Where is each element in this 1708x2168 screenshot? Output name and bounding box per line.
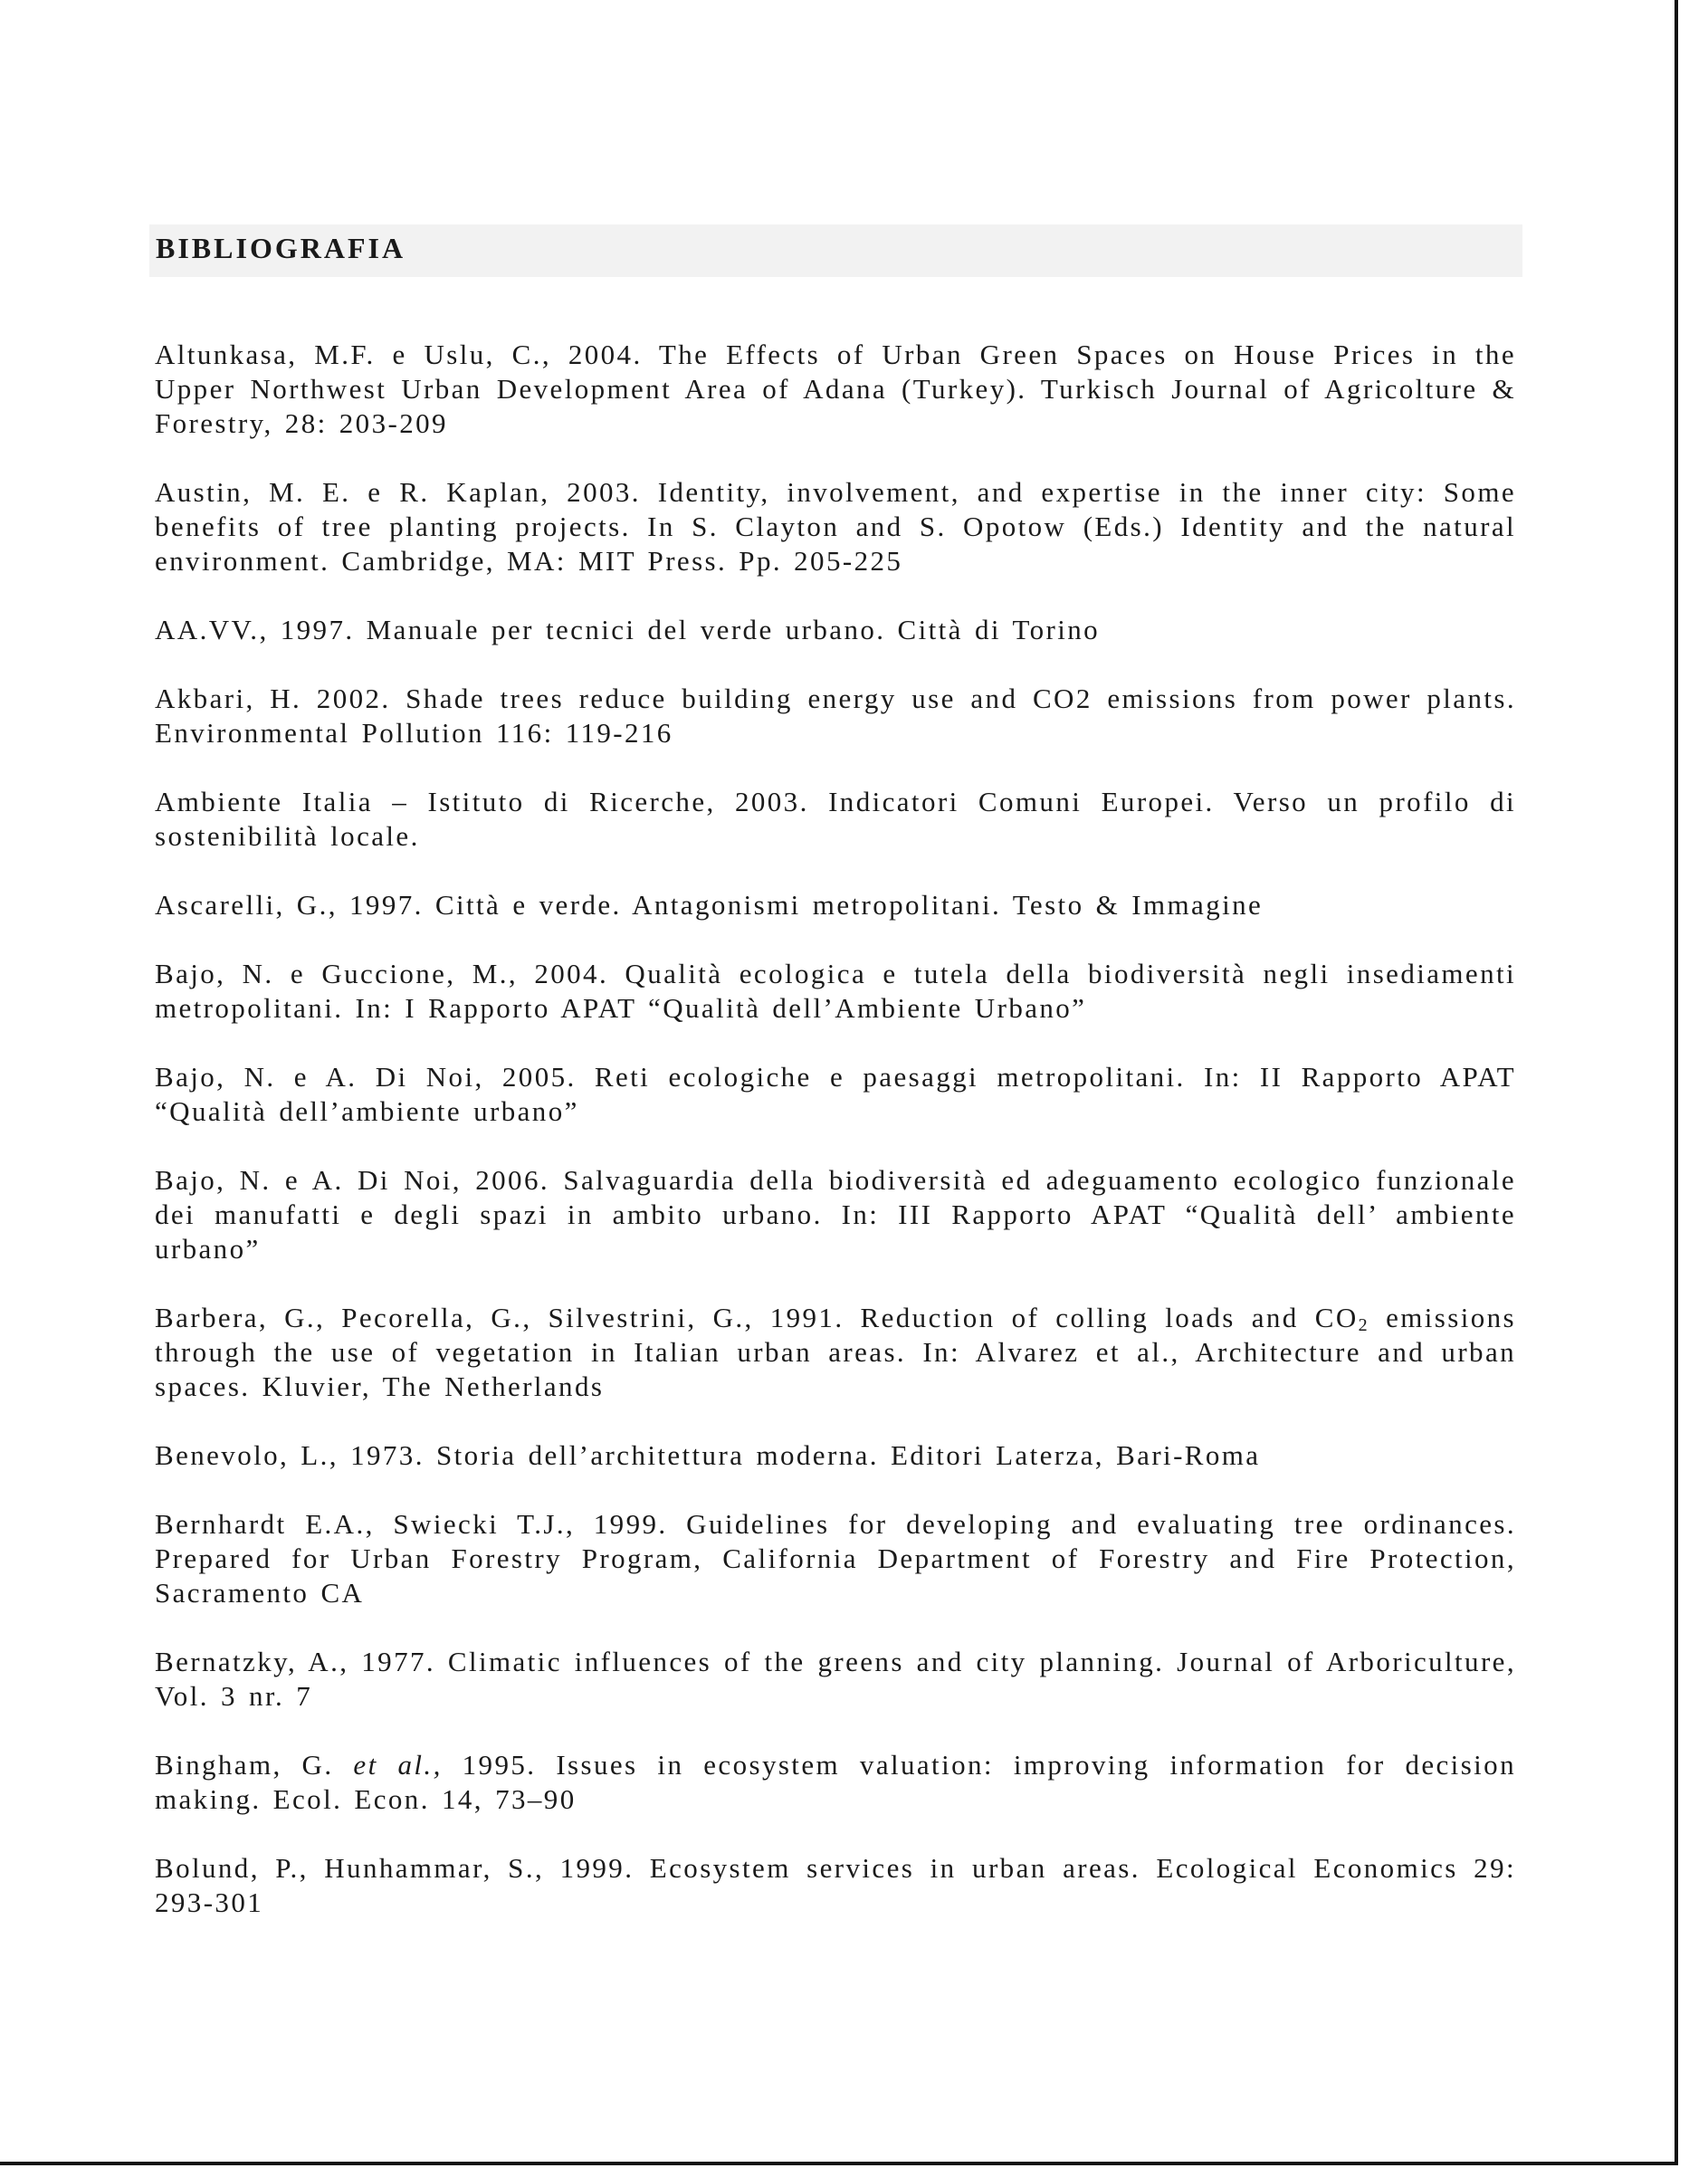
- reference-text: Barbera, G., Pecorella, G., Silvestrini, G., 1991. Reduction of colling loads and CO: [155, 1302, 1359, 1333]
- subscript-text: 2: [1358, 1315, 1370, 1335]
- reference-item: Bajo, N. e A. Di Noi, 2006. Salvaguardia della biodiversità ed adeguamento ecologico funzionale dei manufatti e degli spazi in ambito urbano. In: III Rapporto APAT “Qualità dell’ ambiente urbano”: [155, 1164, 1516, 1265]
- reference-list: [155, 338, 1516, 1954]
- reference-item: Ascarelli, G., 1997. Città e verde. Antagonismi metropolitani. Testo & Immagine: [155, 889, 1264, 921]
- reference-item: AA.VV., 1997. Manuale per tecnici del verde urbano. Città di Torino: [155, 614, 1101, 645]
- reference-text: Bingham, G.: [155, 1749, 354, 1781]
- reference-item: Bernhardt E.A., Swiecki T.J., 1999. Guidelines for developing and evaluating tree ordinances. Prepared for Urban Forestry Program, California Department of Forestry and Fire Protection, Sacramento CA: [155, 1508, 1516, 1609]
- section-heading: BIBLIOGRAFIA: [156, 232, 406, 264]
- reference-item: [155, 1301, 1516, 1404]
- reference-item: Benevolo, L., 1973. Storia dell’architettura moderna. Editori Laterza, Bari-Roma: [155, 1439, 1261, 1471]
- reference-text: emissions through the use of vegetation in Italian urban areas. In: Alvarez et al., Architecture and urban spaces. Kluvier, The Netherlands: [155, 1302, 1516, 1402]
- reference-text: 1995. Issues in ecosystem valuation: improving information for decision making. Ecol. Econ. 14, 73–90: [155, 1749, 1516, 1815]
- reference-item: Bernatzky, A., 1977. Climatic influences of the greens and city planning. Journal of Arboriculture, Vol. 3 nr. 7: [155, 1646, 1516, 1712]
- reference-item: Bajo, N. e Guccione, M., 2004. Qualità ecologica e tutela della biodiversità negli insediamenti metropolitani. In: I Rapporto APAT “Qualità dell’Ambiente Urbano”: [155, 958, 1516, 1024]
- reference-item: Ambiente Italia – Istituto di Ricerche, 2003. Indicatori Comuni Europei. Verso un profilo di sostenibilità locale.: [155, 786, 1516, 852]
- reference-item: Akbari, H. 2002. Shade trees reduce building energy use and CO2 emissions from power plants. Environmental Pollution 116: 119-216: [155, 683, 1516, 749]
- reference-item: Bajo, N. e A. Di Noi, 2005. Reti ecologiche e paesaggi metropolitani. In: II Rapporto APAT “Qualità dell’ambiente urbano”: [155, 1061, 1516, 1127]
- reference-item: Altunkasa, M.F. e Uslu, C., 2004. The Effects of Urban Green Spaces on House Prices in the Upper Northwest Urban Development Area of Adana (Turkey). Turkisch Journal of Agricolture & Forestry, 28: 203-209: [155, 339, 1516, 439]
- reference-item: Austin, M. E. e R. Kaplan, 2003. Identity, involvement, and expertise in the inner city: Some benefits of tree planting projects. In S. Clayton and S. Opotow (Eds.) Identity and the natural environment. Cambridge, MA: MIT Press. Pp. 205-225: [155, 476, 1516, 577]
- italic-text: et al.,: [353, 1749, 443, 1781]
- reference-item: Bolund, P., Hunhammar, S., 1999. Ecosystem services in urban areas. Ecological Economics 29: 293-301: [155, 1852, 1516, 1918]
- reference-item: [155, 1748, 1516, 1817]
